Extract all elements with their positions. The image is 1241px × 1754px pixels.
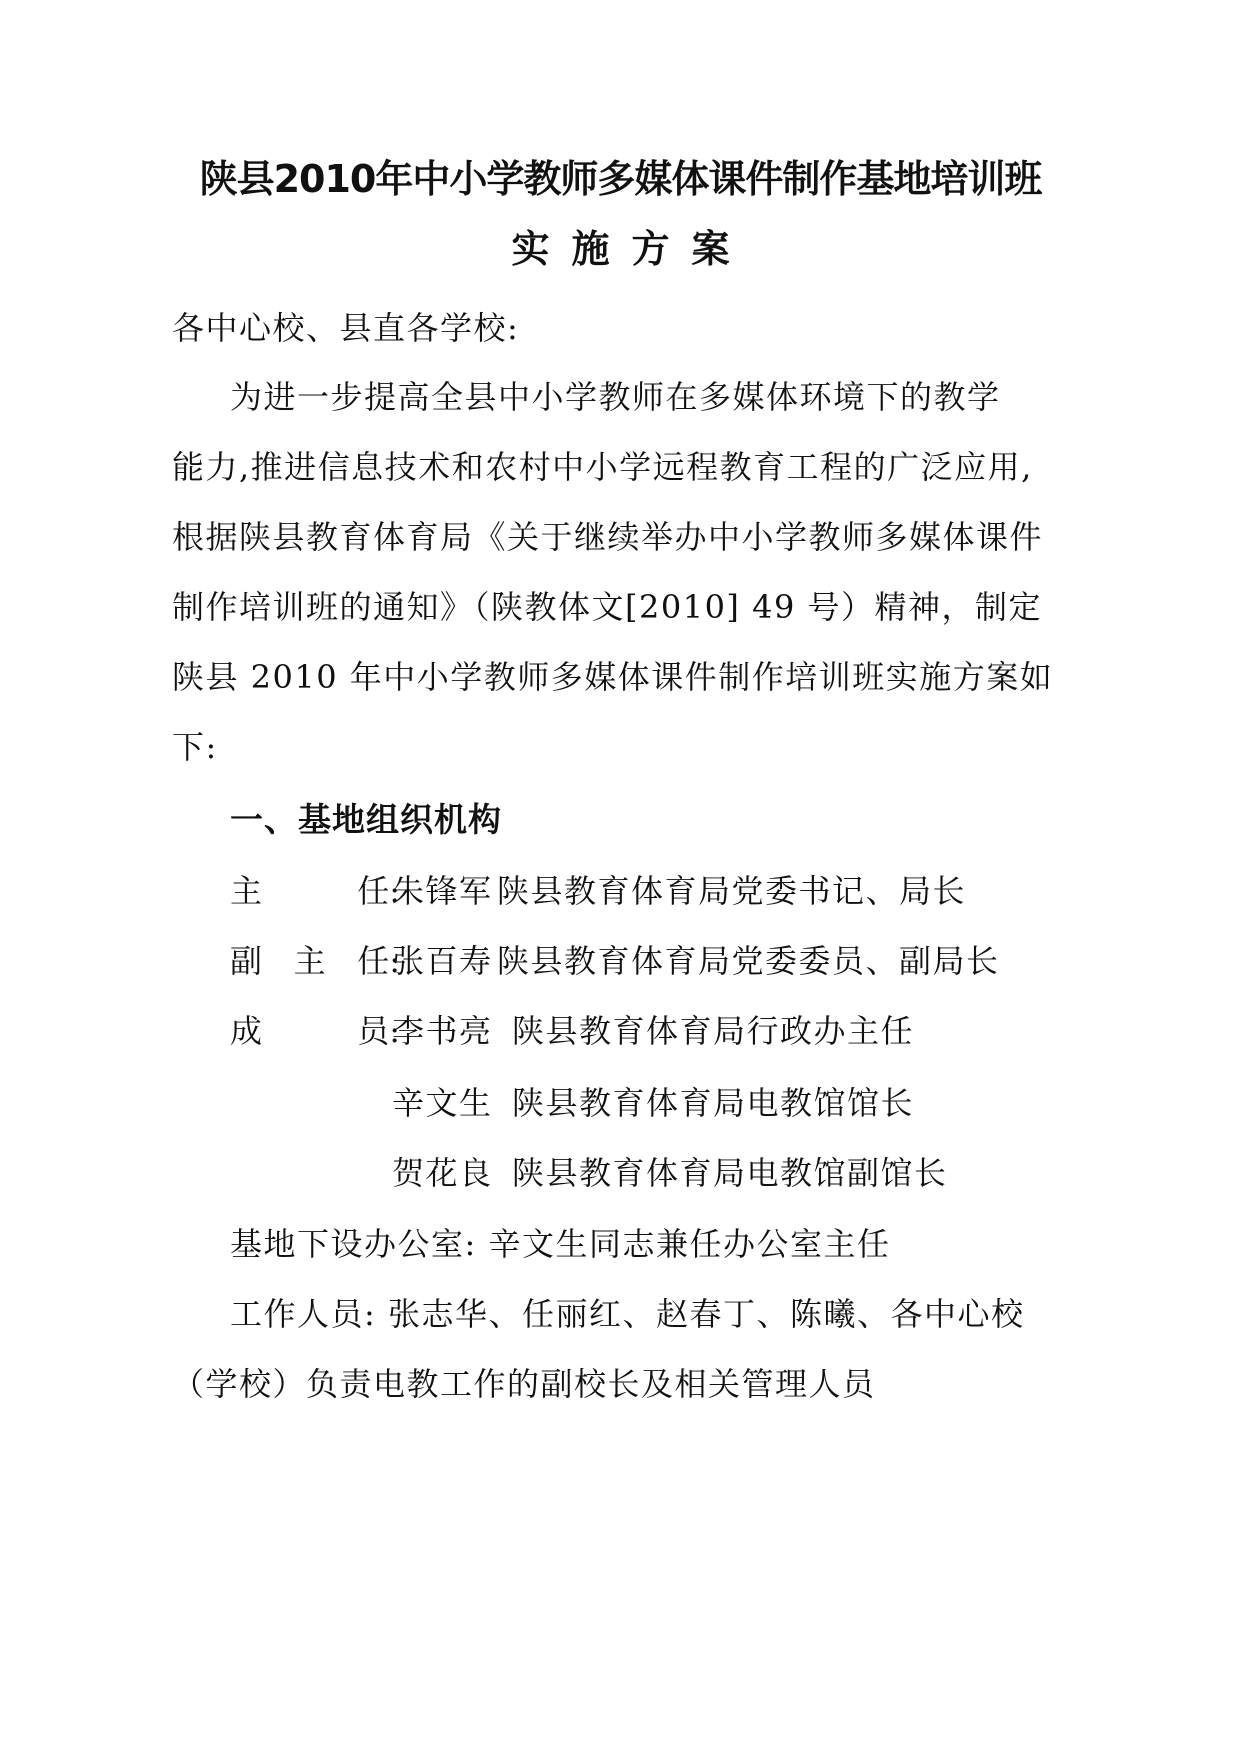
document-title: 陕县2010年中小学教师多媒体课件制作基地培训班 (199, 157, 1042, 201)
salutation: 各中心校、县直各学校: (172, 309, 520, 347)
member-duty: 陕县教育体育局党委委员、副局长 (497, 942, 1000, 980)
office-line: 基地下设办公室: 辛文生同志兼任办公室主任 (230, 1225, 891, 1263)
intro-line: 制作培训班的通知》（陕教体文[2010] 49 号）精神，制定 (172, 588, 1042, 626)
member-duty: 陕县教育体育局电教馆副馆长 (512, 1154, 948, 1192)
member-role: 成 员: (230, 1012, 400, 1050)
section-heading: 一、基地组织机构 (230, 800, 502, 839)
member-role: 副 主 任: (230, 942, 400, 980)
document-subtitle: 实施方案 (511, 227, 752, 271)
intro-line: 为进一步提高全县中小学教师在多媒体环境下的教学 (230, 378, 1001, 416)
member-name: 朱锋军 (392, 872, 493, 910)
member-duty: 陕县教育体育局电教馆馆长 (512, 1084, 915, 1122)
member-duty: 陕县教育体育局行政办主任 (512, 1012, 915, 1050)
staff-line: 工作人员: 张志华、任丽红、赵春丁、陈曦、各中心校 (230, 1295, 1025, 1333)
member-name: 贺花良 (392, 1154, 493, 1192)
member-name: 辛文生 (392, 1084, 493, 1122)
member-name: 李书亮 (392, 1012, 493, 1050)
member-duty: 陕县教育体育局党委书记、局长 (497, 872, 967, 910)
member-role: 主 任: (230, 872, 400, 910)
intro-line: 陕县 2010 年中小学教师多媒体课件制作培训班实施方案如 (172, 658, 1054, 696)
intro-line: 能力,推进信息技术和农村中小学远程教育工程的广泛应用, (172, 448, 1033, 486)
member-name: 张百寿 (392, 942, 493, 980)
staff-line: （学校）负责电教工作的副校长及相关管理人员 (172, 1365, 876, 1403)
intro-line: 下: (172, 728, 218, 766)
intro-line: 根据陕县教育体育局《关于继续举办中小学教师多媒体课件 (172, 518, 1044, 556)
